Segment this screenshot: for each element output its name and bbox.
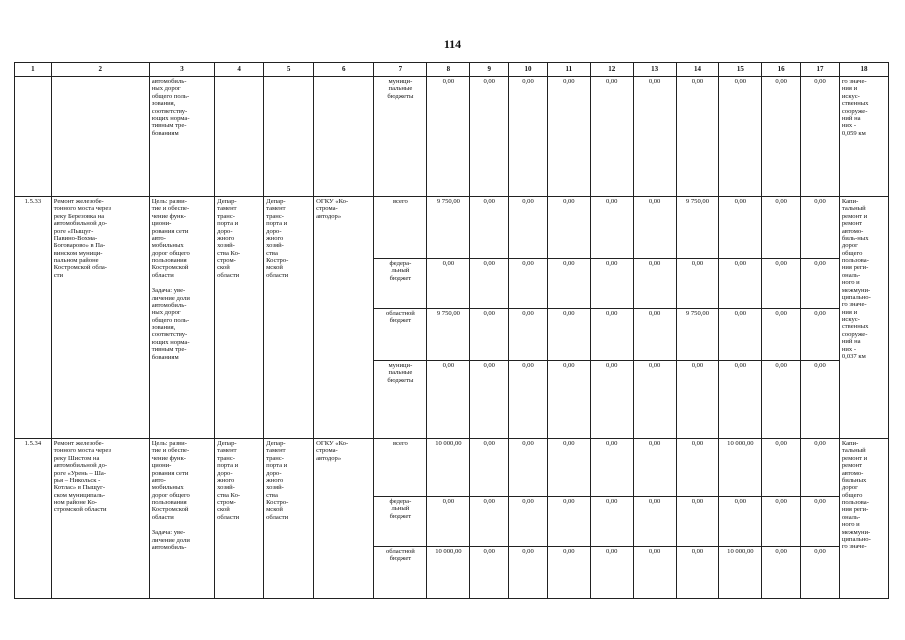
value-cell: 0,00 — [801, 197, 840, 259]
value-cell: 10 000,00 — [427, 547, 470, 599]
value-cell: 0,00 — [590, 547, 633, 599]
value-cell: 9 750,00 — [676, 309, 719, 361]
col-header: 10 — [509, 63, 548, 77]
row-number: 1.5.33 — [15, 197, 52, 439]
value-cell: 10 000,00 — [427, 439, 470, 497]
value-cell: 0,00 — [470, 77, 509, 197]
value-cell: 0,00 — [427, 77, 470, 197]
col-header: 5 — [264, 63, 314, 77]
empty-cell — [15, 77, 52, 197]
col-header: 2 — [51, 63, 149, 77]
goal-task-cell — [149, 439, 214, 599]
goal-task-cell — [149, 197, 214, 439]
value-cell: 0,00 — [633, 439, 676, 497]
goal-text: Цель: разви- тие и обеспе- чение функ- циони- рования сети авто- мобильных дорог общего пользования Костромской области — [151, 440, 190, 521]
col-header: 6 — [314, 63, 374, 77]
value-cell: 0,00 — [719, 361, 762, 439]
value-cell: 0,00 — [590, 439, 633, 497]
value-cell: 0,00 — [547, 547, 590, 599]
col-header: 4 — [215, 63, 264, 77]
value-cell: 0,00 — [719, 309, 762, 361]
value-cell: 0,00 — [509, 361, 548, 439]
value-cell: 0,00 — [633, 77, 676, 197]
col-header: 11 — [547, 63, 590, 77]
participant: ОГКУ «Ко- строма- автодор» — [314, 439, 374, 599]
col-header: 12 — [590, 63, 633, 77]
value-cell: 0,00 — [676, 497, 719, 547]
value-cell: 0,00 — [547, 259, 590, 309]
value-cell: 0,00 — [762, 259, 801, 309]
value-cell: 0,00 — [427, 259, 470, 309]
result-text: го значе- ния и искус- ственных сооруже- ний на них - 0,059 км — [839, 77, 888, 197]
row-number: 1.5.34 — [15, 439, 52, 599]
col-header: 15 — [719, 63, 762, 77]
table-row-1534-total — [15, 439, 889, 497]
value-cell: 9 750,00 — [427, 197, 470, 259]
value-cell: 0,00 — [509, 197, 548, 259]
empty-cell — [264, 77, 314, 197]
event-name: Ремонт железобе- тонного моста через реку Березовка на автомобильной до- роге «Пыщуг- Павино-Вохма- Боговарово» в Па- винском муници- пальном районе Костромской обла- сти — [51, 197, 149, 439]
value-cell: 0,00 — [801, 497, 840, 547]
col-header: 3 — [149, 63, 214, 77]
value-cell: 0,00 — [762, 361, 801, 439]
value-cell: 0,00 — [547, 497, 590, 547]
value-cell: 0,00 — [762, 547, 801, 599]
budget-source: всего — [374, 197, 427, 259]
value-cell: 0,00 — [633, 259, 676, 309]
result-text: Капи- тальный ремонт и ремонт автомо- бильных дорог общего пользова- ния реги- ональ- ного и межмуни- ципально- го значе- — [839, 439, 888, 599]
value-cell: 9 750,00 — [676, 197, 719, 259]
value-cell: 0,00 — [633, 497, 676, 547]
co-executor: Депар- тамент транс- порта и доро- жного хозяй- ства Костро- мской области — [264, 197, 314, 439]
value-cell: 0,00 — [801, 547, 840, 599]
value-cell: 0,00 — [547, 439, 590, 497]
value-cell: 0,00 — [676, 77, 719, 197]
value-cell: 0,00 — [801, 361, 840, 439]
value-cell: 0,00 — [470, 259, 509, 309]
value-cell: 0,00 — [590, 259, 633, 309]
col-header: 1 — [15, 63, 52, 77]
value-cell: 0,00 — [590, 361, 633, 439]
value-cell: 0,00 — [509, 497, 548, 547]
value-cell: 0,00 — [719, 77, 762, 197]
value-cell: 0,00 — [719, 259, 762, 309]
value-cell: 0,00 — [762, 439, 801, 497]
value-cell: 0,00 — [762, 497, 801, 547]
value-cell: 0,00 — [427, 497, 470, 547]
value-cell: 0,00 — [470, 439, 509, 497]
value-cell: 0,00 — [509, 309, 548, 361]
value-cell: 0,00 — [633, 547, 676, 599]
value-cell: 0,00 — [676, 547, 719, 599]
value-cell: 0,00 — [470, 361, 509, 439]
value-cell: 0,00 — [676, 439, 719, 497]
col-header: 13 — [633, 63, 676, 77]
column-number-row — [15, 63, 889, 77]
value-cell: 0,00 — [633, 361, 676, 439]
value-cell: 9 750,00 — [427, 309, 470, 361]
value-cell: 0,00 — [801, 77, 840, 197]
value-cell: 0,00 — [801, 309, 840, 361]
co-executor: Депар- тамент транс- порта и доро- жного хозяй- ства Костро- мской области — [264, 439, 314, 599]
budget-source: муници- пальные бюджеты — [374, 361, 427, 439]
budget-source: всего — [374, 439, 427, 497]
value-cell: 0,00 — [547, 77, 590, 197]
budget-source: областной бюджет — [374, 309, 427, 361]
value-cell: 0,00 — [427, 361, 470, 439]
value-cell: 0,00 — [762, 197, 801, 259]
page-number: 114 — [443, 37, 462, 51]
col-header: 16 — [762, 63, 801, 77]
value-cell: 0,00 — [633, 309, 676, 361]
col-header: 9 — [470, 63, 509, 77]
table-row-1533-total — [15, 197, 889, 259]
value-cell: 0,00 — [547, 309, 590, 361]
responsible-executor: Депар- тамент транс- порта и доро- жного хозяй- ства Ко- стром- ской области — [215, 197, 264, 439]
col-header: 17 — [801, 63, 840, 77]
budget-source: федера- льный бюджет — [374, 259, 427, 309]
value-cell: 0,00 — [470, 497, 509, 547]
value-cell: 0,00 — [509, 547, 548, 599]
value-cell: 0,00 — [590, 77, 633, 197]
value-cell: 0,00 — [762, 309, 801, 361]
table-row-continuation — [15, 77, 889, 197]
value-cell: 0,00 — [590, 309, 633, 361]
result-text: Капи- тальный ремонт и ремонт автомо- биль-ных дорог общего пользова- ния реги- ональ- ного и межмуни- ципально- го значе- ния и искус- ственных сооруже- ний на них - 0,037 км — [839, 197, 888, 439]
participant: ОГКУ «Ко- строма- автодор» — [314, 197, 374, 439]
empty-cell — [215, 77, 264, 197]
budget-source: муници- пальные бюджеты — [374, 77, 427, 197]
value-cell: 0,00 — [590, 497, 633, 547]
col-header: 18 — [839, 63, 888, 77]
value-cell: 10 000,00 — [719, 439, 762, 497]
value-cell: 0,00 — [547, 197, 590, 259]
program-table — [14, 62, 889, 599]
task-text: автомобиль- ных дорог общего поль- зования, соответству- ющих норма- тивным тре- бованиям — [149, 77, 214, 197]
value-cell: 0,00 — [762, 77, 801, 197]
budget-source: областной бюджет — [374, 547, 427, 599]
budget-source: федера- льный бюджет — [374, 497, 427, 547]
value-cell: 0,00 — [590, 197, 633, 259]
col-header: 14 — [676, 63, 719, 77]
value-cell: 0,00 — [509, 77, 548, 197]
value-cell: 0,00 — [633, 197, 676, 259]
value-cell: 0,00 — [676, 361, 719, 439]
goal-text: Цель: разви- тие и обеспе- чение функ- циони- рования сети авто- мобильных дорог общего пользования Костромской области — [151, 198, 190, 279]
value-cell: 0,00 — [676, 259, 719, 309]
value-cell: 0,00 — [509, 259, 548, 309]
value-cell: 0,00 — [801, 259, 840, 309]
event-name: Ремонт железобе- тонного моста через реку Шистом на автомобильной до- роге «Урень – Ша- рья – Никольск - Котлас» в Пыщуг- ском муниципаль- ном районе Ко- стромской области — [51, 439, 149, 599]
col-header: 8 — [427, 63, 470, 77]
value-cell: 0,00 — [719, 197, 762, 259]
value-cell: 10 000,00 — [719, 547, 762, 599]
responsible-executor: Депар- тамент транс- порта и доро- жного хозяй- ства Ко- стром- ской области — [215, 439, 264, 599]
value-cell: 0,00 — [509, 439, 548, 497]
empty-cell — [51, 77, 149, 197]
value-cell: 0,00 — [801, 439, 840, 497]
value-cell: 0,00 — [470, 197, 509, 259]
task-text: Задача: уве- личение доли автомобиль- ных дорог общего поль- зования, соответству- ющих норма- тивным тре- бованиям — [151, 287, 190, 361]
value-cell: 0,00 — [470, 547, 509, 599]
value-cell: 0,00 — [470, 309, 509, 361]
value-cell: 0,00 — [547, 361, 590, 439]
value-cell: 0,00 — [719, 497, 762, 547]
col-header: 7 — [374, 63, 427, 77]
task-text: Задача: уве- личение доли автомобиль- — [151, 529, 190, 551]
empty-cell — [314, 77, 374, 197]
